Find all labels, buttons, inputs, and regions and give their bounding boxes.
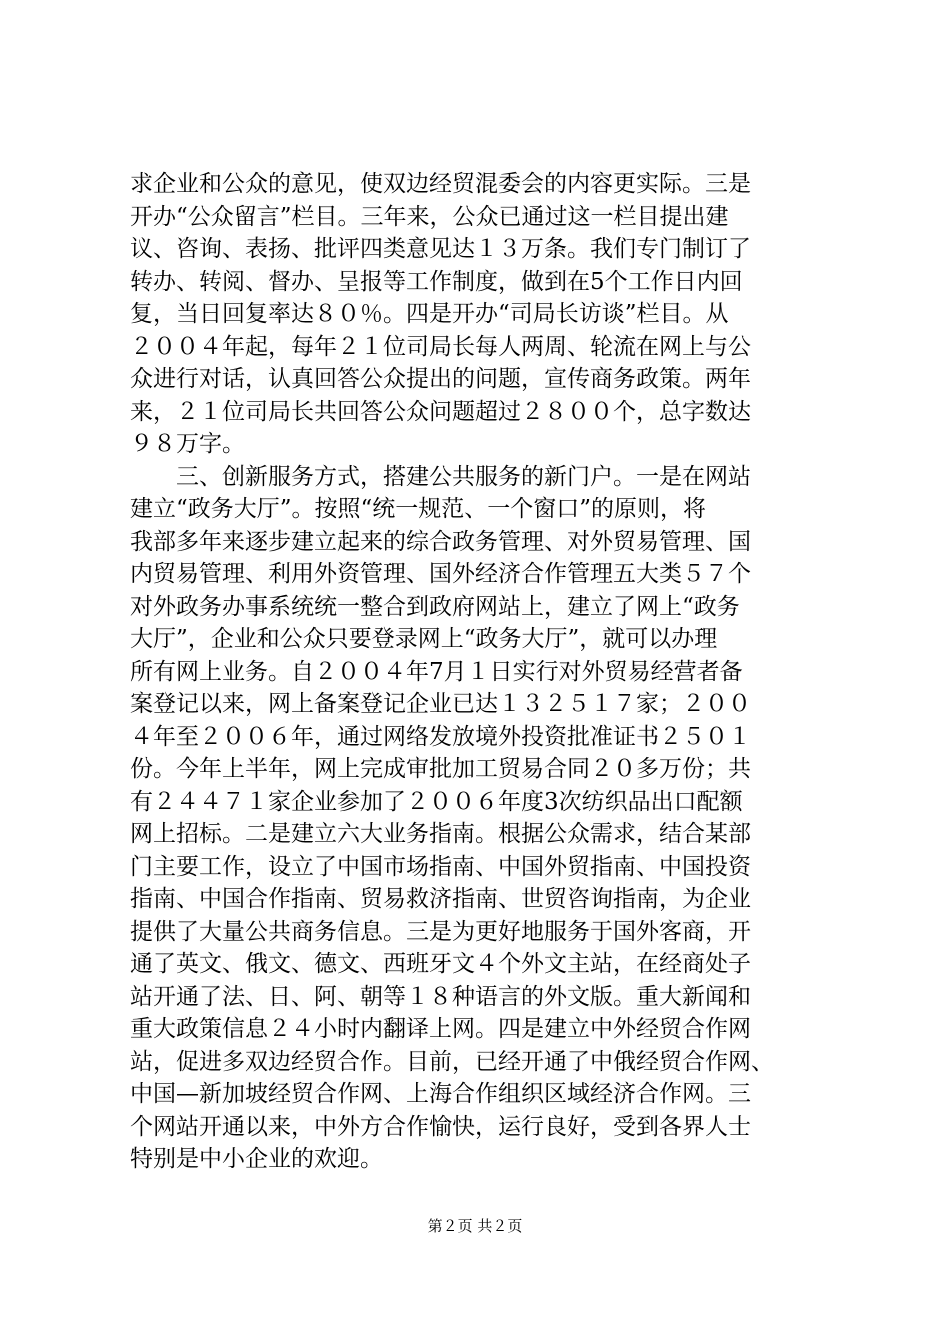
text-line: ４年至２００６年，通过网络发放境外投资批准证书２５０１ (130, 723, 751, 750)
text-line: 网上招标。二是建立六大业务指南。根据公众需求，结合某部 (130, 821, 751, 847)
text-line: 指南、中国合作指南、贸易救济指南、世贸咨询指南，为企业 (130, 886, 751, 912)
text-line: 我部多年来逐步建立起来的综合政务管理、对外贸易管理、国 (130, 528, 751, 555)
page-indicator: 第２页 共２页 (427, 1217, 523, 1235)
text-line: 份。今年上半年，网上完成审批加工贸易合同２０多万份；共 (130, 756, 751, 782)
text-line: 重大政策信息２４小时内翻译上网。四是建立中外经贸合作网 (130, 1016, 751, 1042)
page-footer (0, 1216, 950, 1236)
text-line: 个网站开通以来，中外方合作愉快，运行良好，受到各界人士 (130, 1113, 751, 1140)
text-line: 所有网上业务。自２００４年7月１日实行对外贸易经营者备 (130, 658, 743, 685)
text-line: 复，当日回复率达８０％。四是开办“司局长访谈”栏目。从 (130, 301, 729, 327)
text-line: 通了英文、俄文、德文、西班牙文４个外文主站，在经商处子 (130, 951, 751, 977)
text-line: 中国—新加坡经贸合作网、上海合作组织区域经济合作网。三 (130, 1081, 751, 1107)
text-line: 建立“政务大厅”。按照“统一规范、一个窗口”的原则，将 (130, 496, 707, 522)
text-line: 三、创新服务方式，搭建公共服务的新门户。一是在网站 (130, 463, 751, 490)
text-line: 来，２１位司局长共回答公众问题超过２８００个，总字数达 (130, 398, 751, 425)
text-line: 站开通了法、日、阿、朝等１８种语言的外文版。重大新闻和 (130, 983, 751, 1010)
text-line: 内贸易管理、利用外资管理、国外经济合作管理五大类５７个 (130, 561, 751, 587)
text-line: 大厅”，企业和公众只要登录网上“政务大厅”，就可以办理 (130, 626, 718, 652)
text-line: 求企业和公众的意见，使双边经贸混委会的内容更实际。三是 (130, 171, 751, 197)
text-line: 案登记以来，网上备案登记企业已达１３２５１７家；２００ (130, 691, 751, 717)
text-line: 站，促进多双边经贸合作。目前，已经开通了中俄经贸合作网、 (130, 1048, 774, 1075)
text-line: 转办、转阅、督办、呈报等工作制度，做到在5个工作日内回 (130, 268, 743, 295)
text-line: 门主要工作，设立了中国市场指南、中国外贸指南、中国投资 (130, 853, 751, 880)
body-text (130, 168, 830, 1176)
text-line: ９８万字。 (130, 431, 245, 457)
text-line: 提供了大量公共商务信息。三是为更好地服务于国外客商，开 (130, 918, 751, 945)
text-line: 有２４４７１家企业参加了２００６年度3次纺织品出口配额 (130, 788, 743, 815)
text-line: 议、咨询、表扬、批评四类意见达１３万条。我们专门制订了 (130, 236, 751, 262)
text-line: 特别是中小企业的欢迎。 (130, 1146, 383, 1172)
text-line: 开办“公众留言”栏目。三年来，公众已通过这一栏目提出建 (130, 203, 729, 230)
text-line: 众进行对话，认真回答公众提出的问题，宣传商务政策。两年 (130, 366, 751, 392)
text-line: ２００４年起，每年２１位司局长每人两周、轮流在网上与公 (130, 333, 751, 360)
text-line: 对外政务办事系统统一整合到政府网站上，建立了网上“政务 (130, 593, 740, 620)
